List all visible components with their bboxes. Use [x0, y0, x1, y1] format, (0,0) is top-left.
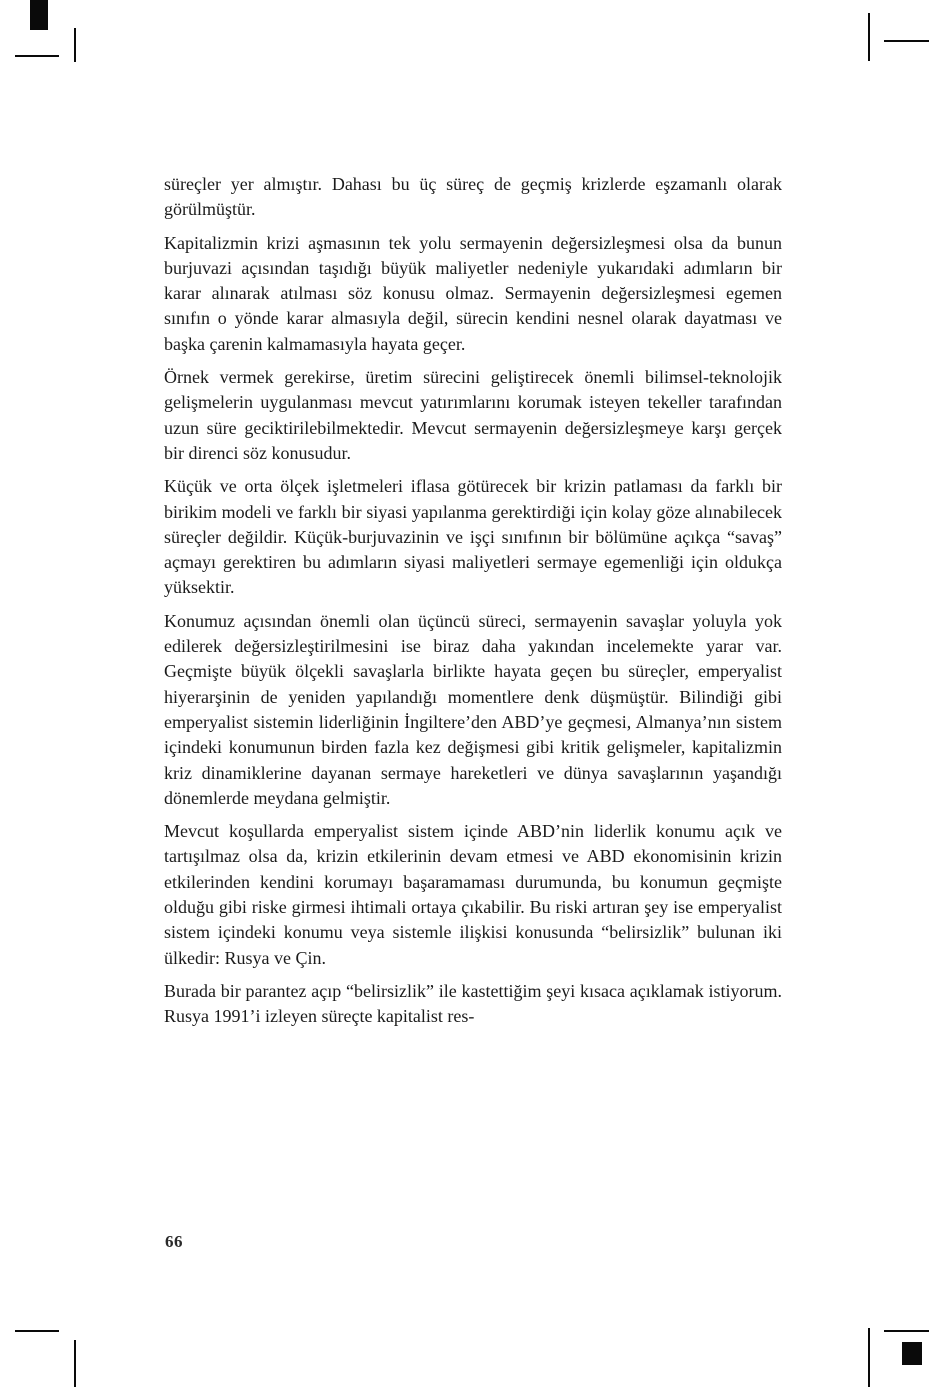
crop-mark-top-right-vertical — [868, 13, 870, 61]
crop-mark-top-left-horizontal — [15, 55, 59, 57]
crop-mark-top-left-vertical — [74, 28, 76, 62]
registration-bar-top-left-icon — [30, 0, 48, 30]
crop-mark-top-right-horizontal — [884, 40, 929, 42]
crop-mark-bottom-left-vertical — [74, 1340, 76, 1387]
paragraph: Mevcut koşullarda emperyalist sistem içinde ABD’nin liderlik konumu açık ve tartışılmaz olsa da, krizin etkilerinin devam etmesi ve ABD ekonomisinin krizin etkilerinden kendini korumayı başaramaması durumunda, bu konumun geçmişte olduğu gibi riske girmesi ihtimali ortaya çıkabilir. Bu riski artıran şey ise emperyalist sistem içindeki konumu veya sistemle ilişkisi konusunda “belirsizlik” bulunan iki ülkedir: Rusya ve Çin. — [164, 821, 782, 968]
crop-mark-bottom-left-horizontal — [15, 1330, 59, 1332]
paragraph: Küçük ve orta ölçek işletmeleri iflasa götürecek bir krizin patlaması da farklı bir birikim modeli ve farklı bir siyasi yapılanma gerektirdiği için kolay göze alınabilecek süreçler değildir. Küçük-burjuvazinin ve işçi sınıfının bir bölümüne açıkça “savaş” açmayı gerektiren bu adımların siyasi maliyetleri sermaye egemenliği için oldukça yüksektir. — [164, 476, 782, 598]
paragraph: Kapitalizmin krizi aşmasının tek yolu sermayenin değersizleşmesi olsa da bunun burjuvazi açısından taşıdığı büyük maliyetler nedeniyle yukarıdaki adımların bir karar alınarak atılması söz konusu olmaz. Sermayenin değersizleşmesi egemen sınıfın o yönde karar almasıyla değil, sürecin kendini nesnel olarak dayatması ve başka çarenin kalmamasıyla hayata geçer. — [164, 232, 782, 354]
crop-mark-bottom-right-vertical — [868, 1328, 870, 1387]
paragraph: Konumuz açısından önemli olan üçüncü süreci, sermayenin savaşlar yoluyla yok edilerek değersizleştirilmesini ise biraz daha yakından incelemekte yarar var. Geçmişte büyük ölçekli savaşlarla birlikte hayata geçen bu süreçler, emperyalist hiyerarşinin de yeniden yapılandığı momentlere denk düşmüştür. Bilindiği gibi emperyalist sistemin liderliğinin İngiltere’den ABD’ye geçmesi, Almanya’nın sistem içindeki konumunun birden fazla kez değişmesi gibi kritik gelişmeler, kapitalizmin kriz dinamiklerine dayanan sermaye hareketleri ve dünya savaşlarının yaşandığı dönemlerde meydana gelmiştir. — [164, 610, 782, 808]
paragraph: Örnek vermek gerekirse, üretim sürecini geliştirecek önemli bilimsel-teknolojik gelişmelerin uygulanması mevcut yatırımlarını korumak isteyen tekeller tarafından uzun süre geciktirilebilmektedir. Mevcut sermayenin değersizleşmeye karşı gerçek bir direnci söz konusudur. — [164, 367, 782, 463]
paragraph: süreçler yer almıştır. Dahası bu üç süreç de geçmiş krizlerde eşzamanlı olarak görülmüştür. — [164, 174, 782, 220]
page-text-block — [164, 172, 782, 1030]
paragraph: Burada bir parantez açıp “belirsizlik” ile kastettiğim şeyi kısaca açıklamak istiyorum. Rusya 1991’i izleyen süreçte kapitalist res- — [164, 980, 782, 1027]
page-number: 66 — [165, 1232, 183, 1251]
registration-bar-bottom-right-icon — [902, 1342, 922, 1365]
crop-mark-bottom-right-horizontal — [884, 1330, 929, 1332]
